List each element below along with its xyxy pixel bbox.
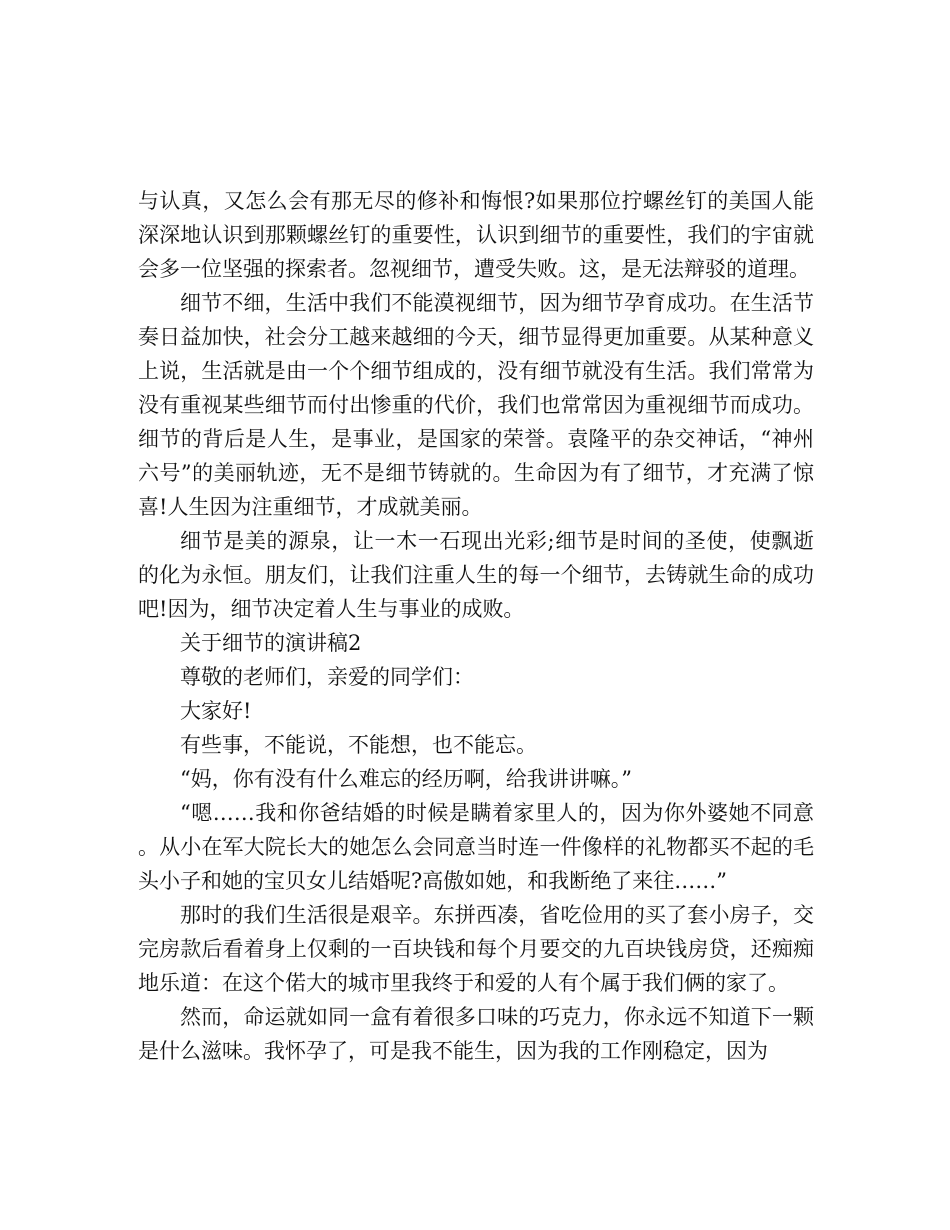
dialogue-quote-1: “妈，你有没有什么难忘的经历啊，给我讲讲嘛。” [180, 767, 632, 791]
dialogue-quote-2: “嗯……我和你爸结婚的时候是瞒着家里人的，因为你外婆她不同意。从小在军大院长大的她怎么会同意当时连一件像样的礼物都买不起的毛头小子和她的宝贝女儿结婚呢?高傲如她，和我断绝了来往……” [138, 801, 814, 893]
paragraph-2: 细节不细，生活中我们不能漠视细节，因为细节孕育成功。在生活节奏日益加快，社会分工越来越细的今天，细节显得更加重要。从某种意义上说，生活就是由一个个细节组成的，没有细节就没有生活。我们常常为没有重视某些细节而付出惨重的代价，我们也常常因为重视细节而成功。细节的背后是人生，是事业，是国家的荣誉。袁隆平的杂交神话，“神州六号”的美丽轨迹，无不是细节铸就的。生命因为有了细节，才充满了惊喜!人生因为注重细节，才成就美丽。 [138, 291, 814, 519]
paragraph-1: 与认真，又怎么会有那无尽的修补和悔恨?如果那位拧螺丝钉的美国人能深深地认识到那颗螺丝钉的重要性，认识到细节的重要性，我们的宇宙就会多一位坚强的探索者。忽视细节，遭受失败。这，是无法辩驳的道理。 [138, 189, 814, 281]
opening-line: 有些事，不能说，不能想，也不能忘。 [180, 733, 537, 757]
salutation: 尊敬的老师们，亲爱的同学们： [180, 665, 474, 689]
speech-heading: 关于细节的演讲稿2 [180, 631, 362, 655]
paragraph-4: 那时的我们生活很是艰辛。东拼西凑，省吃俭用的买了套小房子，交完房款后看着身上仅剩的一百块钱和每个月要交的九百块钱房贷，还痴痴地乐道：在这个偌大的城市里我终于和爱的人有个属于我们俩的家了。 [138, 903, 814, 995]
paragraph-3: 细节是美的源泉，让一木一石现出光彩;细节是时间的圣使，使飘逝的化为永恒。朋友们，让我们注重人生的每一个细节，去铸就生命的成功吧!因为，细节决定着人生与事业的成败。 [138, 529, 814, 621]
document-page [138, 184, 814, 1068]
paragraph-5: 然而，命运就如同一盒有着很多口味的巧克力，你永远不知道下一颗是什么滋味。我怀孕了，可是我不能生，因为我的工作刚稳定，因为 [138, 1005, 814, 1063]
greeting: 大家好! [180, 699, 252, 723]
